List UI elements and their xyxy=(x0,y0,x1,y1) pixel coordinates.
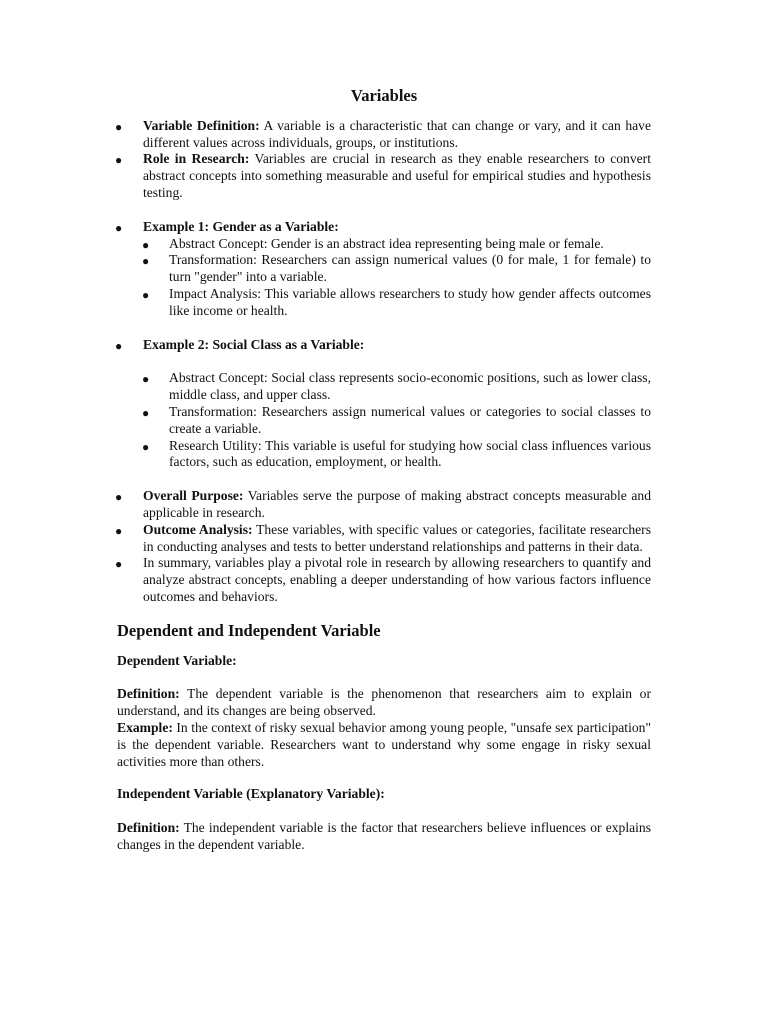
bullet-text: Variables are crucial in research as they enable researchers to convert abstract concepts into something measurable and useful for empirical studies and hypothesis testing. xyxy=(143,151,651,200)
example-text: In the context of risky sexual behavior among young people, "unsafe sex participation" is the dependent variable. Researchers want to understand why some engage in risky sexual activities more than others. xyxy=(117,719,651,769)
page-title: Variables xyxy=(350,86,418,105)
definition-label: Definition: xyxy=(117,820,180,836)
intro-bullet-list xyxy=(117,118,651,202)
dependent-example xyxy=(117,720,651,770)
list-item xyxy=(117,555,651,605)
section-heading: Dependent and Independent Variable xyxy=(117,620,381,640)
list-item: ● Abstract Concept: Social class represents socio-economic positions, such as lower class, middle class, and upper class. xyxy=(143,370,651,404)
list-item xyxy=(117,151,651,201)
summary-bullet-list xyxy=(117,488,651,606)
document-page xyxy=(117,84,651,854)
list-item xyxy=(117,219,651,320)
list-item: ● Abstract Concept: Gender is an abstract idea representing being male or female. xyxy=(143,236,651,253)
dependent-variable-heading: Dependent Variable: xyxy=(117,652,237,668)
definition-text: The independent variable is the factor that researchers believe influences or explains changes in the dependent variable. xyxy=(117,820,651,852)
list-item: ● Impact Analysis: This variable allows researchers to study how gender affects outcomes like income or health. xyxy=(143,286,651,320)
example2-sublist xyxy=(143,370,651,471)
bullet-text: These variables, with specific values or categories, facilitate researchers in conducting analyses and tests to better understand relationships and patterns in their data. xyxy=(143,521,651,554)
bullet-text: Variables serve the purpose of making abstract concepts measurable and applicable in research. xyxy=(143,488,652,520)
bullet-label: Role in Research: xyxy=(143,151,250,167)
list-item: ● Research Utility: This variable is useful for studying how social class influences various factors, such as education, employment, or health. xyxy=(143,438,651,472)
list-item: ● Transformation: Researchers assign numerical values or categories to social classes to create a variable. xyxy=(143,404,651,438)
example1-list xyxy=(117,219,651,320)
list-item xyxy=(117,522,651,556)
example-label: Example: xyxy=(117,719,173,735)
bullet-label: Variable Definition: xyxy=(143,117,260,133)
independent-variable-heading: Independent Variable (Explanatory Variable): xyxy=(117,786,385,802)
definition-text: The dependent variable is the phenomenon that researchers aim to explain or understand, and its changes are being observed. xyxy=(117,686,651,719)
example1-label: Example 1: Gender as a Variable: xyxy=(143,218,339,234)
bullet-text: A variable is a characteristic that can change or vary, and it can have different values across individuals, groups, or institutions. xyxy=(143,117,651,150)
dependent-definition xyxy=(117,686,651,720)
bullet-label: Overall Purpose: xyxy=(143,488,244,504)
bullet-text: In summary, variables play a pivotal role in research by allowing researchers to quantify and analyze abstract concepts, enabling a deeper understanding of how various factors influence outcomes and behaviors. xyxy=(143,555,651,604)
example2-label: Example 2: Social Class as a Variable: xyxy=(143,336,365,352)
list-item: ● Transformation: Researchers can assign numerical values (0 for male, 1 for female) to turn "gender" into a variable. xyxy=(143,252,651,286)
independent-definition xyxy=(117,820,651,854)
list-item xyxy=(117,488,651,522)
example1-sublist xyxy=(143,236,651,320)
bullet-label: Outcome Analysis: xyxy=(143,521,253,537)
list-item xyxy=(117,118,651,152)
definition-label: Definition: xyxy=(117,686,180,702)
list-item xyxy=(117,337,651,472)
example2-list xyxy=(117,337,651,472)
